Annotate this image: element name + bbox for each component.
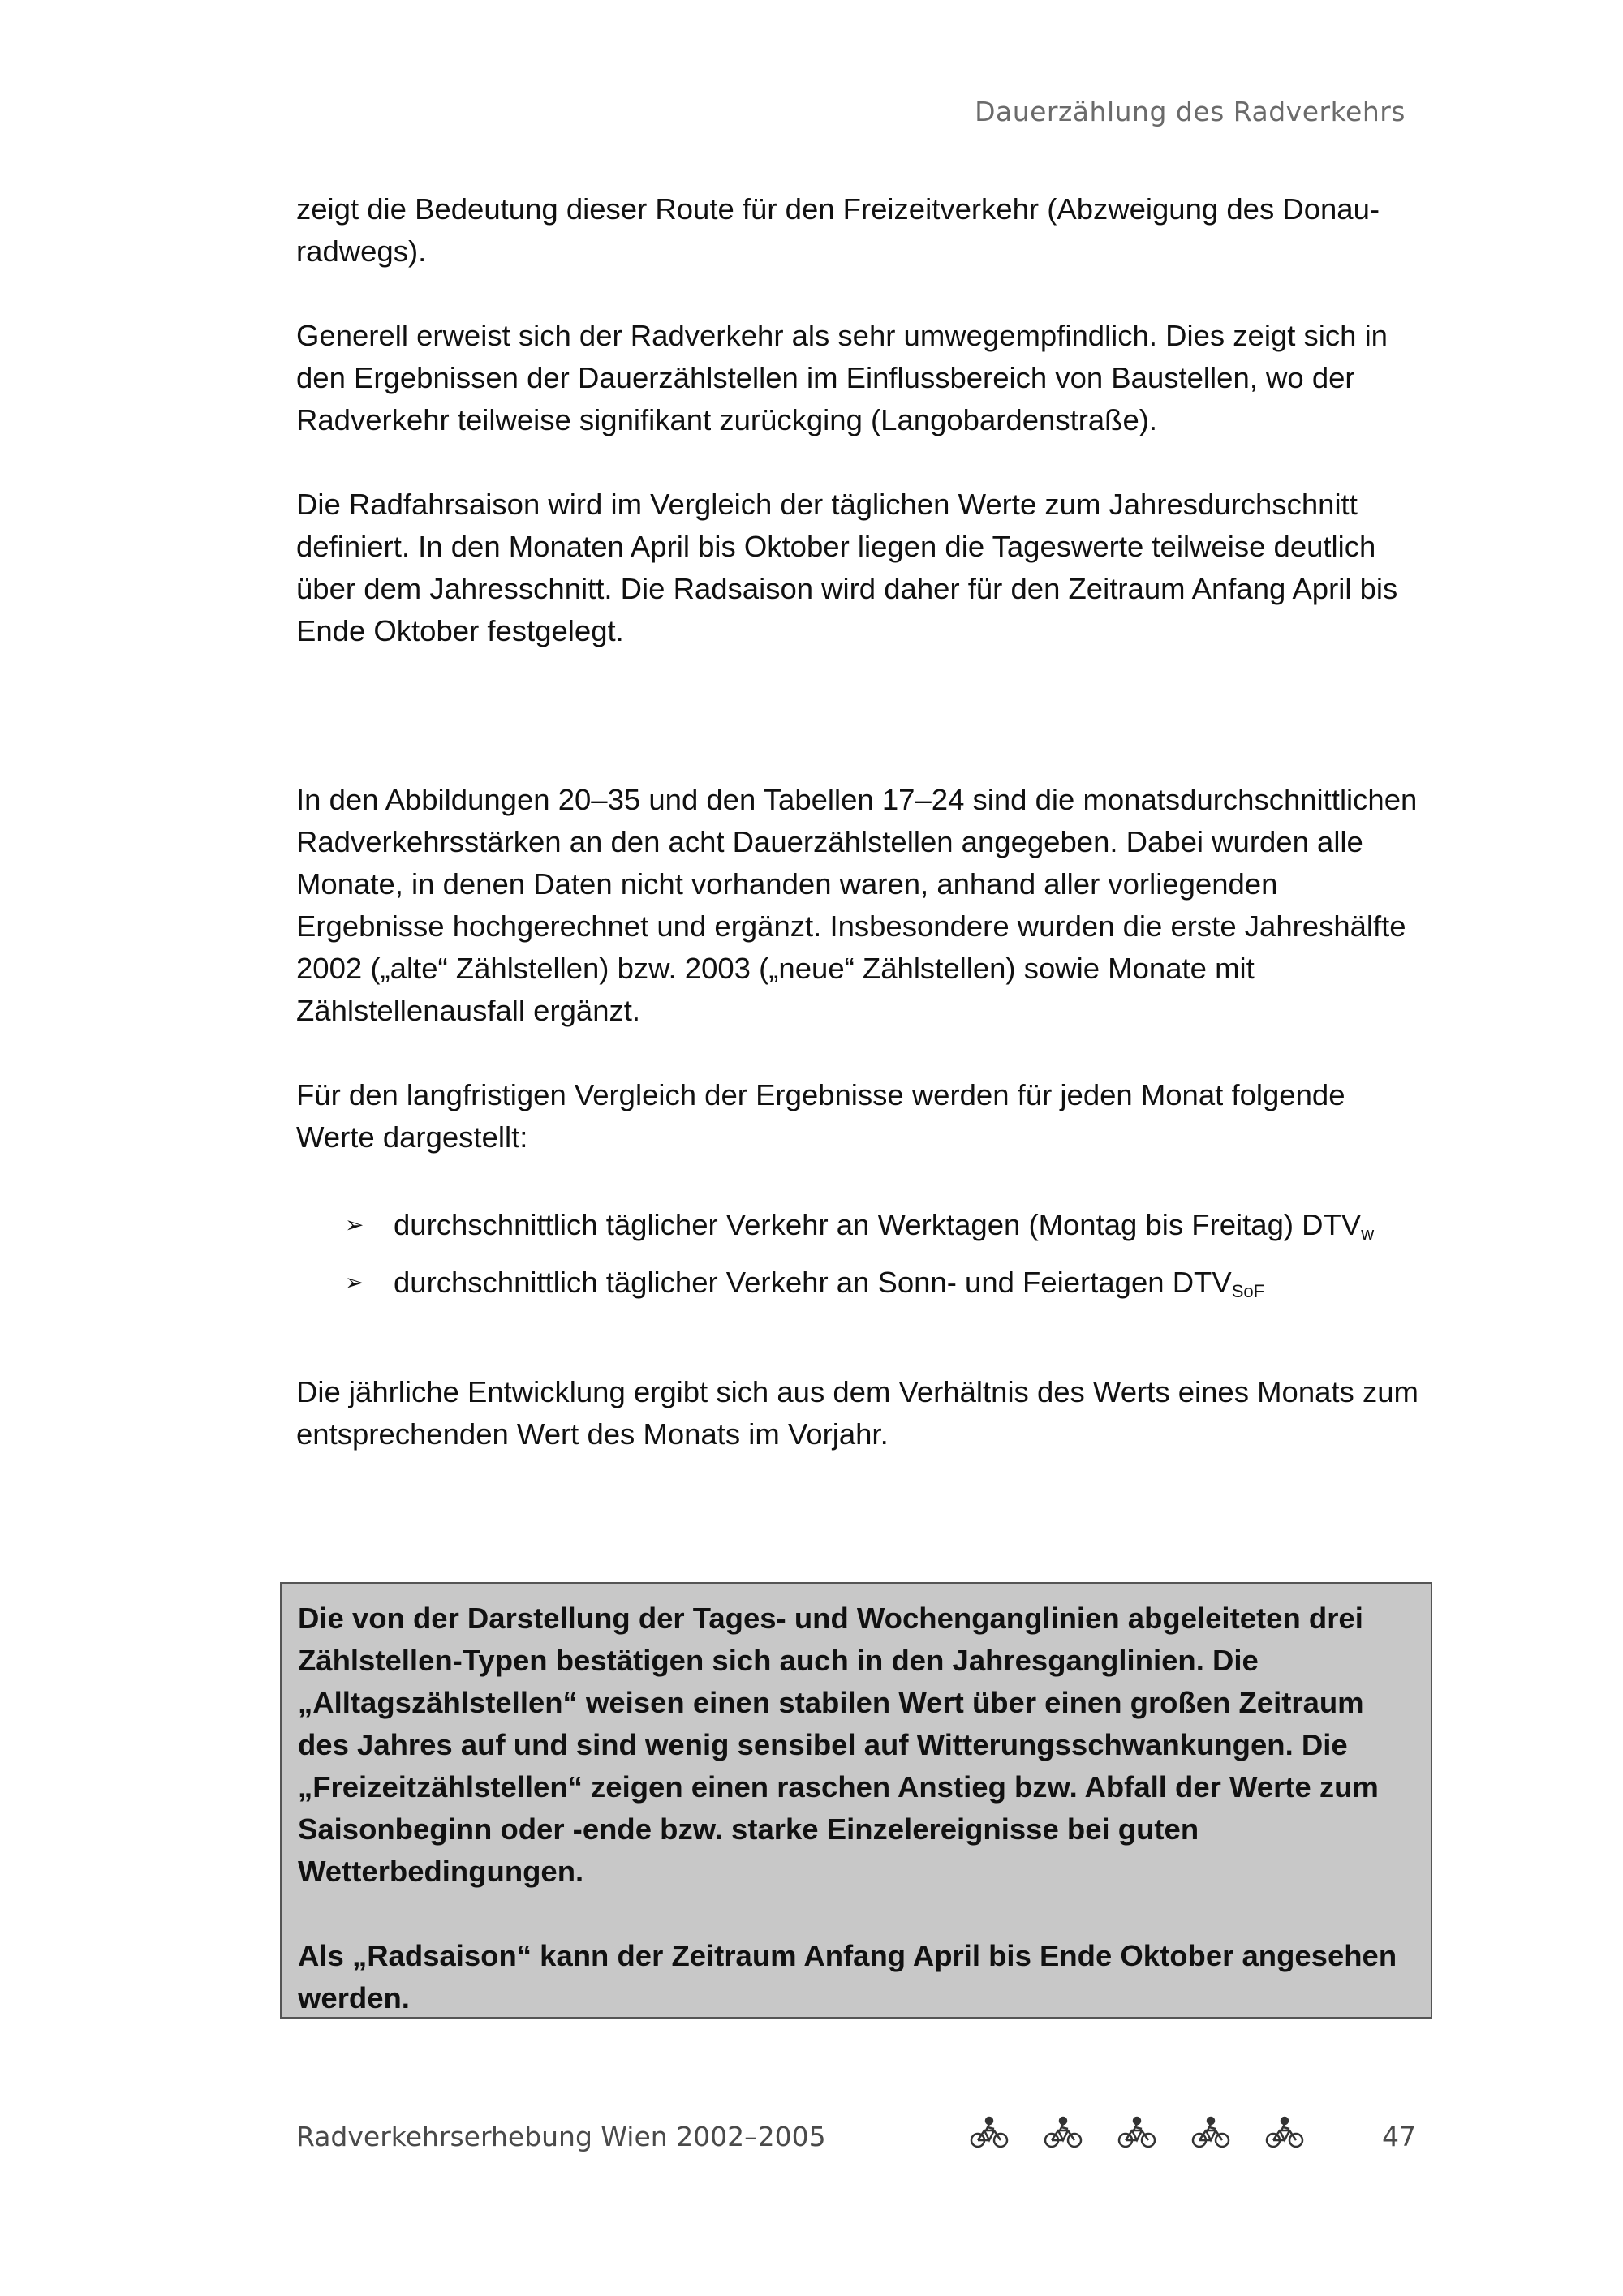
summary-paragraph: Die von der Darstellung der Tages- und Wochenganglinien abgeleiteten drei Zählstellen-Typen bestätigen sich auch in den Jahresganglinien. Die „Alltagszählstellen“ weisen einen stabilen Wert über einen großen Zeitraum des Jahres auf und sind wenig sensibel auf Witterungsschwankungen. Die „Freizeitzählstellen“ zeigen einen raschen Anstieg bzw. Abfall der Werte zum Saisonbeginn oder -ende bzw. starke Einzelereignisse bei guten Wetterbedingungen. bbox=[298, 1602, 1379, 1888]
list-item-text: durchschnittlich täglicher Verkehr an Werktagen (Montag bis Freitag) DTV bbox=[394, 1208, 1362, 1241]
footer-icons bbox=[970, 2114, 1304, 2150]
list-item bbox=[296, 1201, 1424, 1258]
summary-box bbox=[280, 1582, 1432, 2019]
footer-title: Radverkehrserhebung Wien 2002–2005 bbox=[296, 2121, 826, 2152]
bicycle-icon bbox=[1191, 2114, 1230, 2150]
bicycle-icon bbox=[1117, 2114, 1156, 2150]
arrow-bullet-icon: ➢ bbox=[345, 1212, 364, 1237]
list-item-subscript: w bbox=[1361, 1223, 1375, 1244]
paragraph: zeigt die Bedeutung dieser Route für den Freizeitverkehr (Abzweigung des Donau-radwegs). bbox=[296, 192, 1380, 268]
arrow-bullet-icon: ➢ bbox=[345, 1270, 364, 1295]
running-header: Dauerzählung des Radverkehrs bbox=[975, 96, 1406, 127]
paragraph: Die Radfahrsaison wird im Vergleich der täglichen Werte zum Jahresdurchschnitt definiert. In den Monaten April bis Oktober liegen die Tageswerte teilweise deutlich über dem Jahresschnitt. Die Radsaison wird daher für den Zeitraum Anfang April bis Ende Oktober festgelegt. bbox=[296, 488, 1398, 647]
list-item-text: durchschnittlich täglicher Verkehr an Sonn- und Feiertagen DTV bbox=[394, 1266, 1232, 1299]
page-number: 47 bbox=[1382, 2121, 1416, 2152]
paragraph: Generell erweist sich der Radverkehr als sehr umwegempfindlich. Dies zeigt sich in den Ergebnissen der Dauerzählstellen im Einflussbereich von Baustellen, wo der Radverkehr teilweise signifikant zurückging (Langobardenstraße). bbox=[296, 319, 1388, 436]
bicycle-icon bbox=[970, 2114, 1009, 2150]
list-item bbox=[296, 1258, 1424, 1316]
paragraph: Für den langfristigen Vergleich der Ergebnisse werden für jeden Monat folgende Werte dargestellt: bbox=[296, 1078, 1345, 1154]
main-text bbox=[296, 188, 1424, 1455]
list-item-subscript: SoF bbox=[1231, 1281, 1265, 1301]
value-list bbox=[296, 1201, 1424, 1316]
summary-paragraph: Als „Radsaison“ kann der Zeitraum Anfang April bis Ende Oktober angesehen werden. bbox=[298, 1939, 1397, 2014]
paragraph: In den Abbildungen 20–35 und den Tabellen 17–24 sind die monatsdurchschnittlichen Radverkehrsstärken an den acht Dauerzählstellen angegeben. Dabei wurden alle Monate, in denen Daten nicht vorhanden waren, anhand aller vorliegenden Ergebnisse hochgerechnet und ergänzt. Insbesondere wurden die erste Jahreshälfte 2002 („alte“ Zählstellen) bzw. 2003 („neue“ Zählstellen) sowie Monate mit Zählstellenausfall ergänzt. bbox=[296, 783, 1418, 1027]
bicycle-icon bbox=[1265, 2114, 1304, 2150]
bicycle-icon bbox=[1044, 2114, 1083, 2150]
paragraph: Die jährliche Entwicklung ergibt sich aus dem Verhältnis des Werts eines Monats zum entsprechenden Wert des Monats im Vorjahr. bbox=[296, 1375, 1419, 1451]
